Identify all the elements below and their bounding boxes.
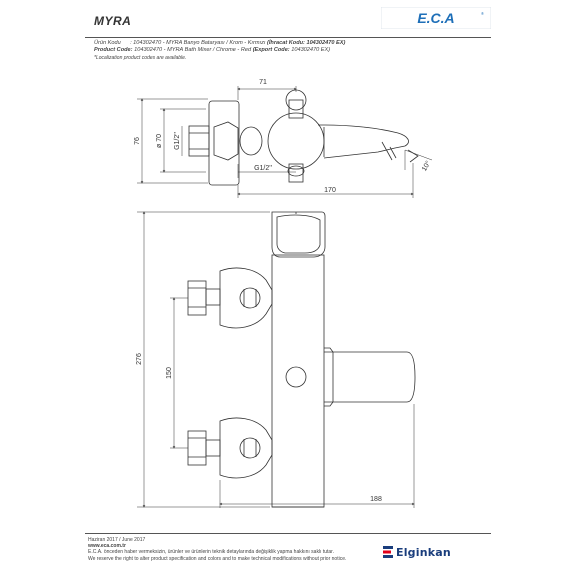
front-view <box>188 212 415 507</box>
model-title: MYRA <box>94 14 132 28</box>
top-view <box>189 90 418 185</box>
dim-188: 188 <box>370 496 382 503</box>
dim-276: 276 <box>136 353 143 365</box>
top-view-dimensions <box>137 86 432 198</box>
brand-name: Elginkan <box>396 545 451 559</box>
footer-divider <box>85 533 491 534</box>
dim-150: 150 <box>166 367 173 379</box>
footer-notice-tr: E.C.A. önceden haber vermeksizin, ürünler ve ürünlerin teknik detaylarında değişiklik yapma hakkını saklı tutar. <box>88 549 334 556</box>
front-view-dimensions <box>137 212 414 508</box>
dim-76: 76 <box>134 137 141 145</box>
tr-code-line: Ürün Kodu : 104302470 - MYRA Banyo Bataryası / Krom - Kırmızı (İhracat Kodu: 104302470 EX) <box>94 40 346 46</box>
footer-website[interactable]: www.eca.com.tr <box>88 543 126 550</box>
footer-date: Haziran 2017 / June 2017 <box>88 537 146 543</box>
dim-71: 71 <box>259 79 267 86</box>
footer-text <box>88 537 346 562</box>
svg-text:E.C.A: E.C.A <box>417 10 455 26</box>
dim-angle: 10° <box>421 159 433 173</box>
dim-170: 170 <box>324 187 336 194</box>
en-code-line: Product Code: 104302470 - MYRA Bath Mixer / Chrome - Red (Export Code: 104302470 EX) <box>94 47 331 54</box>
footer-notice-en: We reserve the right to alter product specification and colors and to make technical modifications without prior notice. <box>88 555 347 562</box>
dim-g12-left: G1/2'' <box>174 132 181 150</box>
svg-text:®: ® <box>481 11 484 16</box>
dim-g12-bottom: G1/2'' <box>254 165 272 172</box>
elginkan-brand <box>383 545 451 559</box>
localization-note: *Localization product codes are available. <box>94 54 187 61</box>
elginkan-logo-icon <box>383 546 393 558</box>
dim-dia-70: ø 70 <box>156 133 163 149</box>
